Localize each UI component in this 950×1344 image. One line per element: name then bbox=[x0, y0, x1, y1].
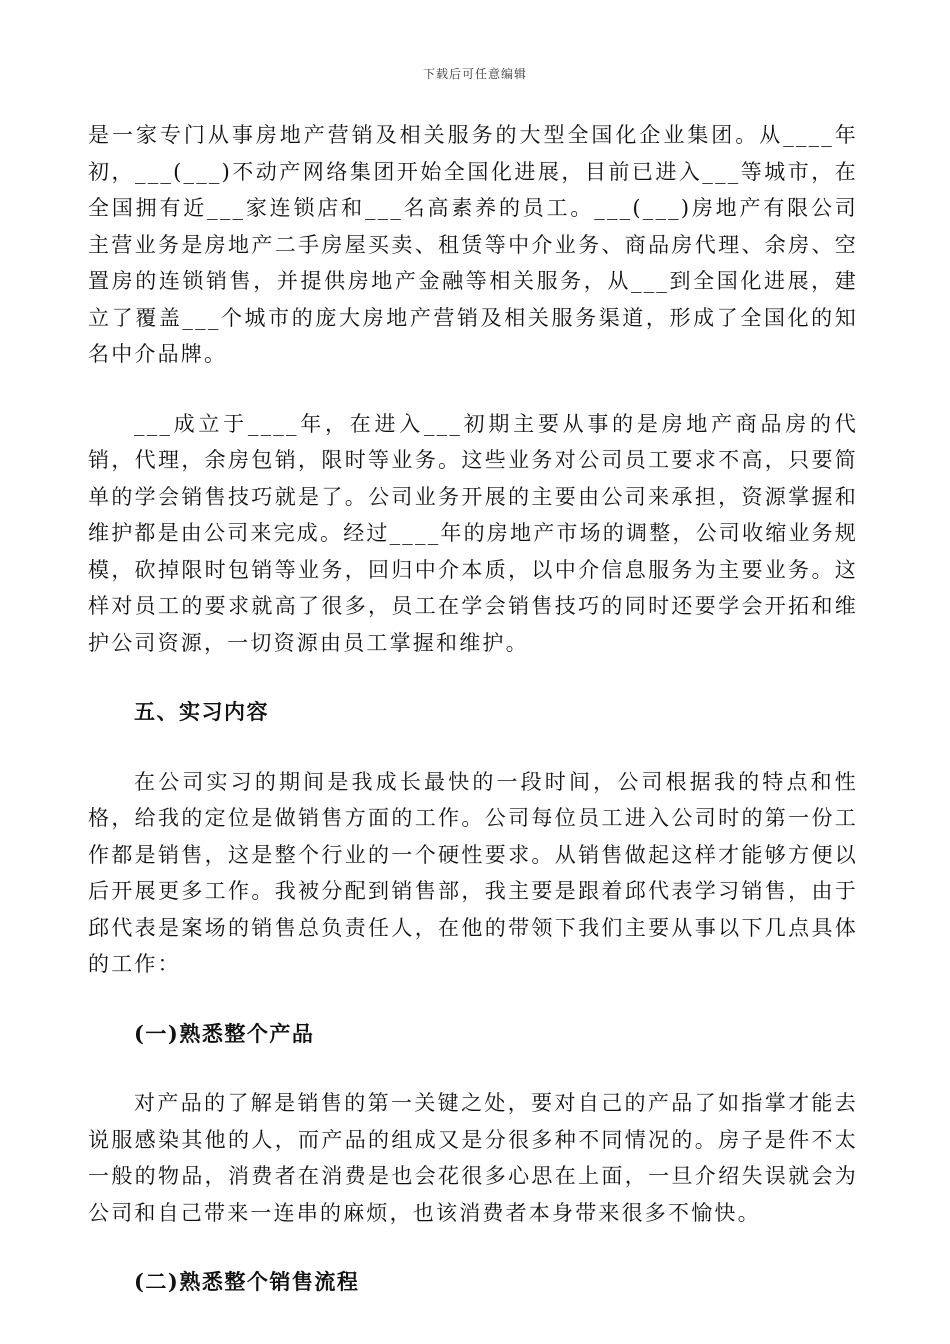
document-body bbox=[88, 117, 858, 1301]
subheading-know-product: (一)熟悉整个产品 bbox=[134, 1020, 315, 1046]
paragraph-company-history: ___成立于____年，在进入___初期主要从事的是房地产商品房的代销，代理，余房包销，限时等业务。这些业务对公司员工要求不高，只要简单的学会销售技巧就是了。公司业务开展的主要由公司来承担，资源掌握和维护都是由公司来完成。经过____年的房地产市场的调整，公司收缩业务规模，砍掉限时包销等业务，回归中介本质，以中介信息服务为主要业务。这样对员工的要求就高了很多，员工在学会销售技巧的同时还要学会开拓和维护公司资源，一切资源由员工掌握和维护。 bbox=[88, 411, 858, 655]
paragraph-internship-overview: 在公司实习的期间是我成长最快的一段时间，公司根据我的特点和性格，给我的定位是做销售方面的工作。公司每位员工进入公司时的第一份工作都是销售，这是整个行业的一个硬性要求。从销售做起这样才能够方便以后开展更多工作。我被分配到销售部，我主要是跟着邱代表学习销售，由于邱代表是案场的销售总负责任人，在他的带领下我们主要从事以下几点具体的工作： bbox=[88, 769, 858, 976]
subheading-sales-process: (二)熟悉整个销售流程 bbox=[134, 1269, 360, 1294]
paragraph-company-intro: 是一家专门从事房地产营销及相关服务的大型全国化企业集团。从____年初，___(___)不动产网络集团开始全国化进展，目前已进入___等城市，在全国拥有近___家连锁店和___名高素养的员工。___(___)房地产有限公司主营业务是房地产二手房屋买卖、租赁等中介业务、商品房代理、余房、空置房的连锁销售，并提供房地产金融等相关服务，从___到全国化进展，建立了覆盖___个城市的庞大房地产营销及相关服务渠道，形成了全国化的知名中介品牌。 bbox=[88, 123, 858, 366]
paragraph-gap bbox=[88, 661, 858, 694]
paragraph-gap bbox=[88, 983, 858, 1016]
paragraph-gap bbox=[88, 1052, 858, 1085]
paragraph-gap bbox=[88, 1231, 858, 1264]
paragraph-know-product: 对产品的了解是销售的第一关键之处，要对自己的产品了如指掌才能去说服感染其他的人，而产品的组成又是分很多种不同情况的。房子是件不太一般的物品，消费者在消费是也会花很多心思在上面，一旦介绍失误就会为公司和自己带来一连串的麻烦，也该消费者本身带来很多不愉快。 bbox=[88, 1091, 858, 1225]
section-heading-internship-content: 五、实习内容 bbox=[134, 699, 269, 724]
page-header: 下载后可任意编辑 bbox=[422, 67, 527, 81]
paragraph-gap bbox=[88, 373, 858, 406]
paragraph-gap bbox=[88, 731, 858, 764]
